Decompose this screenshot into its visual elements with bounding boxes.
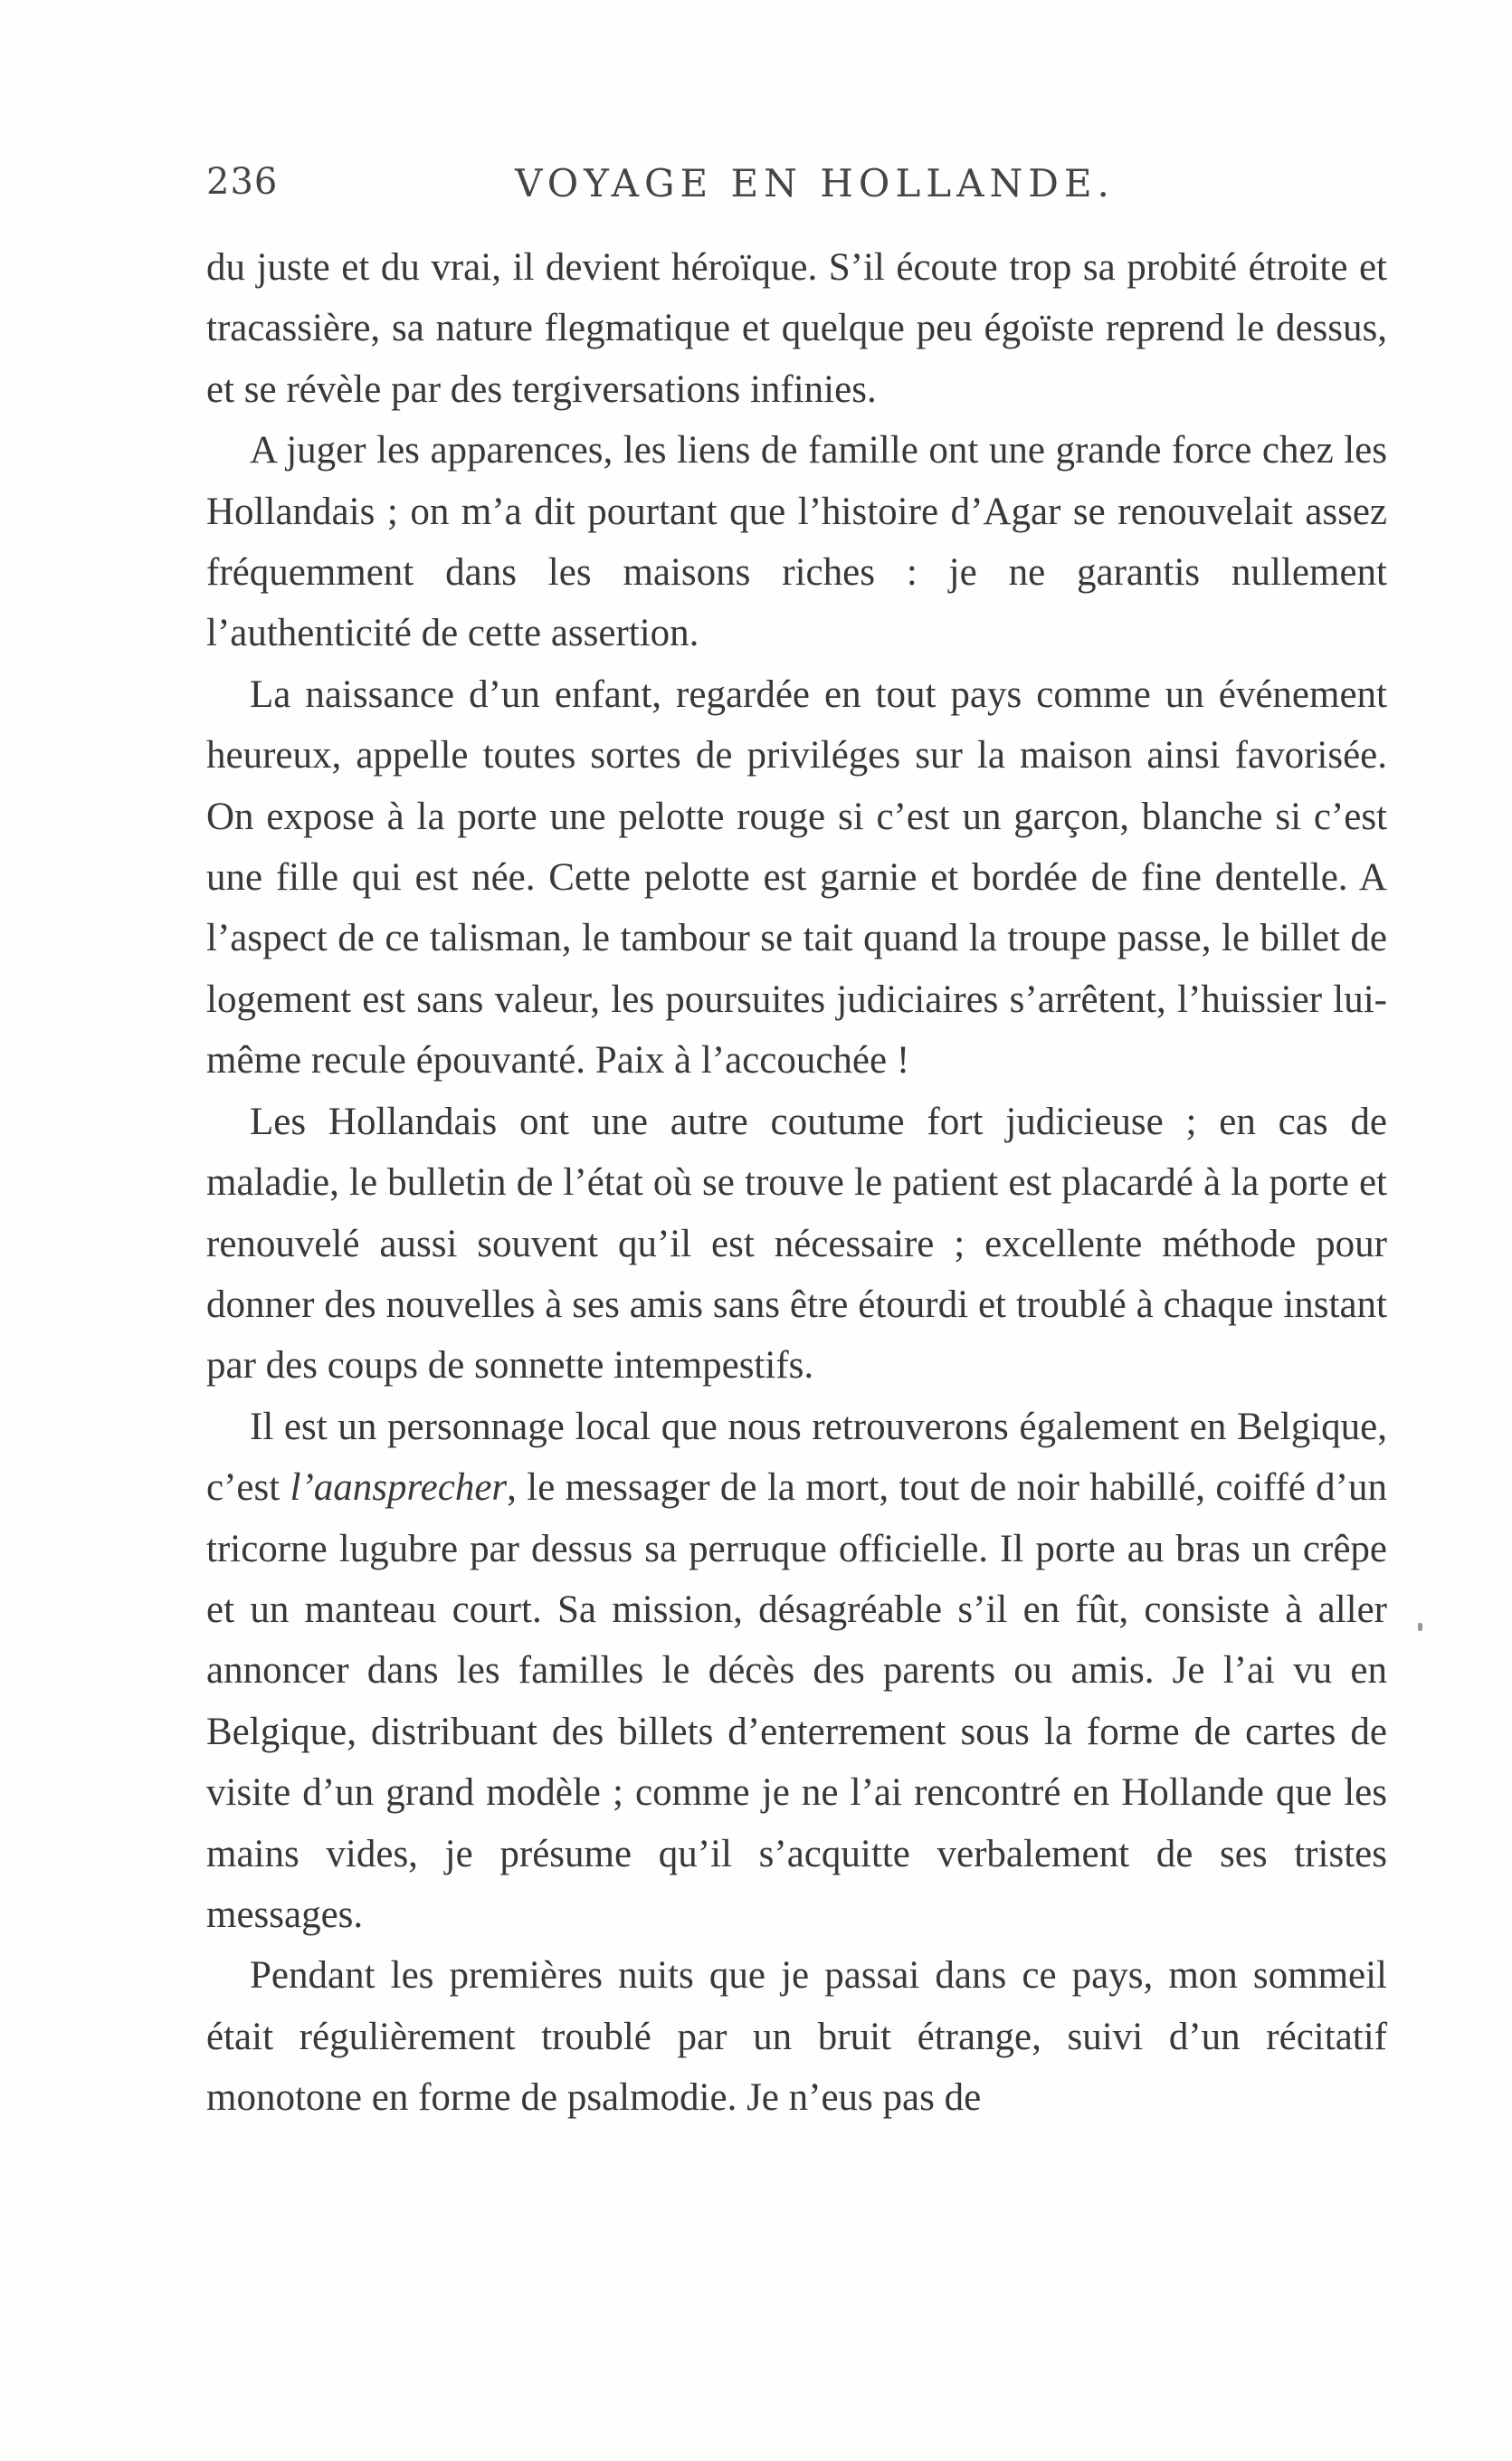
paragraph-6: Pendant les premières nuits que je passai dans ce pays, mon sommeil était régulièrement troublé par un bruit étrange, suivi d’un récitatif monotone en forme de psalmodie. Je n’eus pas de bbox=[206, 1954, 1387, 2120]
page-number: 236 bbox=[206, 161, 279, 203]
paragraph-4: Les Hollandais ont une autre coutume fort judicieuse ; en cas de maladie, le bulletin de l’état où se trouve le patient est placardé à la porte et renouvelé aussi souvent qu’il est nécessaire ; excellente méthode pour donner des nouvelles à ses amis sans être étourdi et troublé à chaque instant par des coups de sonnette intempestifs. bbox=[206, 1100, 1387, 1388]
paper-speck bbox=[1418, 1623, 1422, 1631]
paragraph-5-end: , le messager de la mort, tout de noir habillé, coiffé d’un tricorne lugubre par dessus sa perruque officielle. Il porte au bras un crêpe et un manteau court. Sa mission, désagréable s’il en fût, consiste à aller annoncer dans les familles le décès des parents ou amis. Je l’ai vu en Belgique, distribuant des billets d’enterrement sous la forme de cartes de visite d’un grand modèle ; comme je ne l’ai rencontré en Hollande que les mains vides, je présume qu’il s’acquitte verbalement de ses tristes messages. bbox=[206, 1466, 1387, 1936]
paragraph-2: A juger les apparences, les liens de famille ont une grande force chez les Hollandais ; on m’a dit pourtant que l’histoire d’Agar se renouvelait assez fréquemment dans les maisons riches : je ne garantis nullement l’authenticité de cette assertion. bbox=[206, 429, 1387, 655]
paragraph-1: du juste et du vrai, il devient héroïque. S’il écoute trop sa probité étroite et tracassière, sa nature flegmatique et quelque peu égoïste reprend le dessus, et se révèle par des tergiversations infinies. bbox=[206, 246, 1387, 411]
running-title: VOYAGE EN HOLLANDE. bbox=[515, 161, 1115, 205]
running-head bbox=[206, 161, 1387, 215]
paragraph-3: La naissance d’un enfant, regardée en tout pays comme un événement heureux, appelle toutes sortes de priviléges sur la maison ainsi favorisée. On expose à la porte une pelotte rouge si c’est un garçon, blanche si c’est une fille qui est née. Cette pelotte est garnie et bordée de fine dentelle. A l’aspect de ce talisman, le tambour se tait quand la troupe passe, le billet de logement est sans valeur, les poursuites judiciaires s’arrêtent, l’huissier lui-même recule épouvanté. Paix à l’accouchée ! bbox=[206, 672, 1387, 1083]
paragraph-5 bbox=[206, 1397, 1387, 1946]
italic-term-aansprecher: l’aansprecher bbox=[290, 1466, 508, 1510]
body-text bbox=[206, 237, 1387, 2129]
paragraph-5-start: Il est un personnage local que nous retrouverons également en Belgique, c’est bbox=[206, 1405, 1387, 1510]
